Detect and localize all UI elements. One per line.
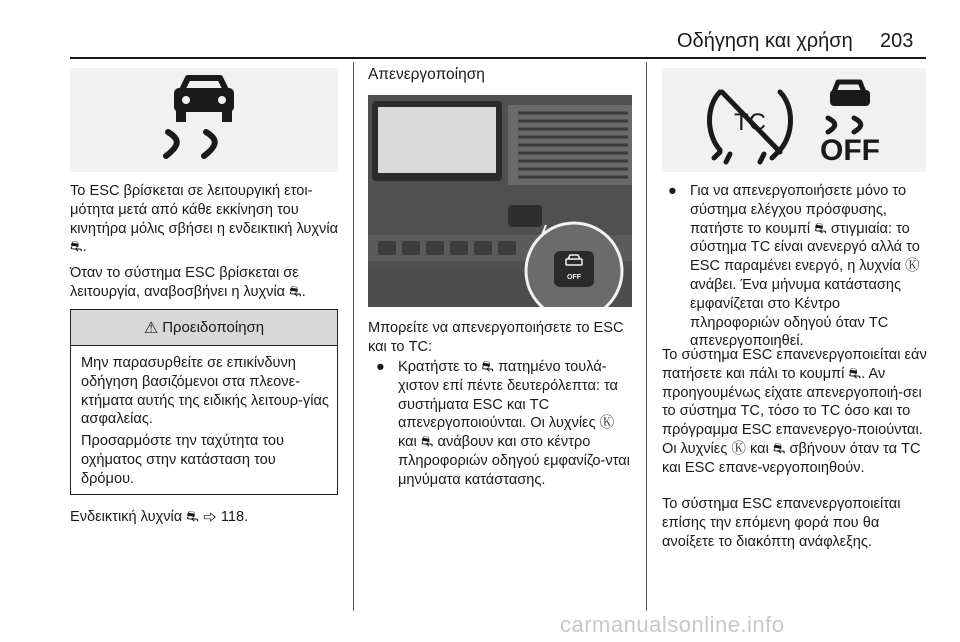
- watermark: carmanualsonline.info: [560, 612, 785, 637]
- bullet-dot-right: ●: [668, 183, 677, 199]
- reactivate-paragraph: Το σύστημα ESC επανενεργοποιείται εάν πατήσετε και πάλι το κουμπί ⛐. Αν προηγουμένως είχατε απενεργοποιή-σει το σύστημα TC, τόσο το TC όσο και το πρόγραμμα ESC επανενεργο-ποιούνται. Οι λυχνίες Ⓚ και ⛐ σβήνουν όταν τα TC και ESC επανε-νεργοποιηθούν.: [662, 347, 927, 476]
- warning-text-2: Προσαρμόστε την ταχύτητα του οχήματος στην κατάσταση του δρόμου.: [81, 433, 285, 487]
- warning-box: [70, 309, 338, 495]
- esc-off-button-label: OFF: [567, 274, 581, 281]
- disable-bullet: Κρατήστε το ⛐ πατημένο τουλά-χιστον επί πέντε δευτερόλεπτα: τα συστήματα ESC και TC απενεργοποιούνται. Οι λυχνίες Ⓚ και ⛐ ανάβουν και στο κέντρο πληροφοριών οδηγού εμφανίζο-νται μηνύματα κατάστασης.: [398, 359, 630, 488]
- bullet-dot: ●: [376, 359, 385, 375]
- warning-triangle-icon: ⚠: [143, 319, 159, 337]
- ignition-paragraph: Το σύστημα ESC επανενεργοποιείται επίσης την επόμενη φορά που θα ανοίξετε το διακόπτη ανάφλεξης.: [662, 496, 901, 550]
- warning-title: Προειδοποίηση: [162, 319, 265, 336]
- column-divider-2: [646, 62, 647, 611]
- tc-esc-lamps-illustration: [662, 68, 926, 172]
- page-header: [0, 0, 960, 62]
- esc-off-lamp-label: OFF: [820, 134, 880, 167]
- esc-lamp-icon: [70, 68, 338, 172]
- tc-only-bullet: Για να απενεργοποιήσετε μόνο το σύστημα ελέγχου πρόσφυσης, πατήστε το κουμπί ⛐ στιγμιαία: το σύστημα TC είναι ανενεργό αλλά το ESC παραμένει ενεργό, η λυχνία Ⓚ ανάβει. Ένα μήνυμα κατάστασης εμφανίζεται στο Κέντρο πληροφοριών οδηγού όταν TC απενεργοποιηθεί.: [690, 183, 920, 350]
- lamp-reference: Ενδεικτική λυχνία ⛐ ⇨ 118.: [70, 509, 249, 525]
- esc-ready-paragraph: Το ESC βρίσκεται σε λειτουργική ετοι-μότητα μετά από κάθε εκκίνηση του κινητήρα μόλις σβήσει η ενδεικτική λυχνία ⛐.: [70, 183, 339, 256]
- dashboard-illustration: [368, 95, 632, 307]
- column-divider-1: [353, 62, 354, 611]
- dashboard-photo: [368, 95, 632, 307]
- warning-header: [71, 310, 337, 346]
- deactivation-heading: Απενεργοποίηση: [368, 66, 485, 83]
- header-divider: [70, 57, 926, 59]
- esc-active-paragraph: Όταν το σύστημα ESC βρίσκεται σε λειτουργία, αναβοσβήνει η λυχνία ⛐.: [70, 265, 306, 300]
- section-title: Οδήγηση και χρήση: [677, 30, 853, 52]
- disable-intro: Μπορείτε να απενεργοποιήσετε το ESC και το TC:: [368, 320, 624, 355]
- warning-text-1: Μην παρασυρθείτε σε επικίνδυνη οδήγηση βασιζόμενοι στα πλεονε-κτήματα αυτής της ειδικής λειτουρ-γίας ασφαλείας.: [81, 355, 329, 428]
- esc-warning-lamp-illustration: [70, 68, 338, 172]
- tc-off-icon: [662, 68, 926, 172]
- page-number: 203: [880, 30, 914, 52]
- tc-lamp-label: TC: [734, 109, 766, 136]
